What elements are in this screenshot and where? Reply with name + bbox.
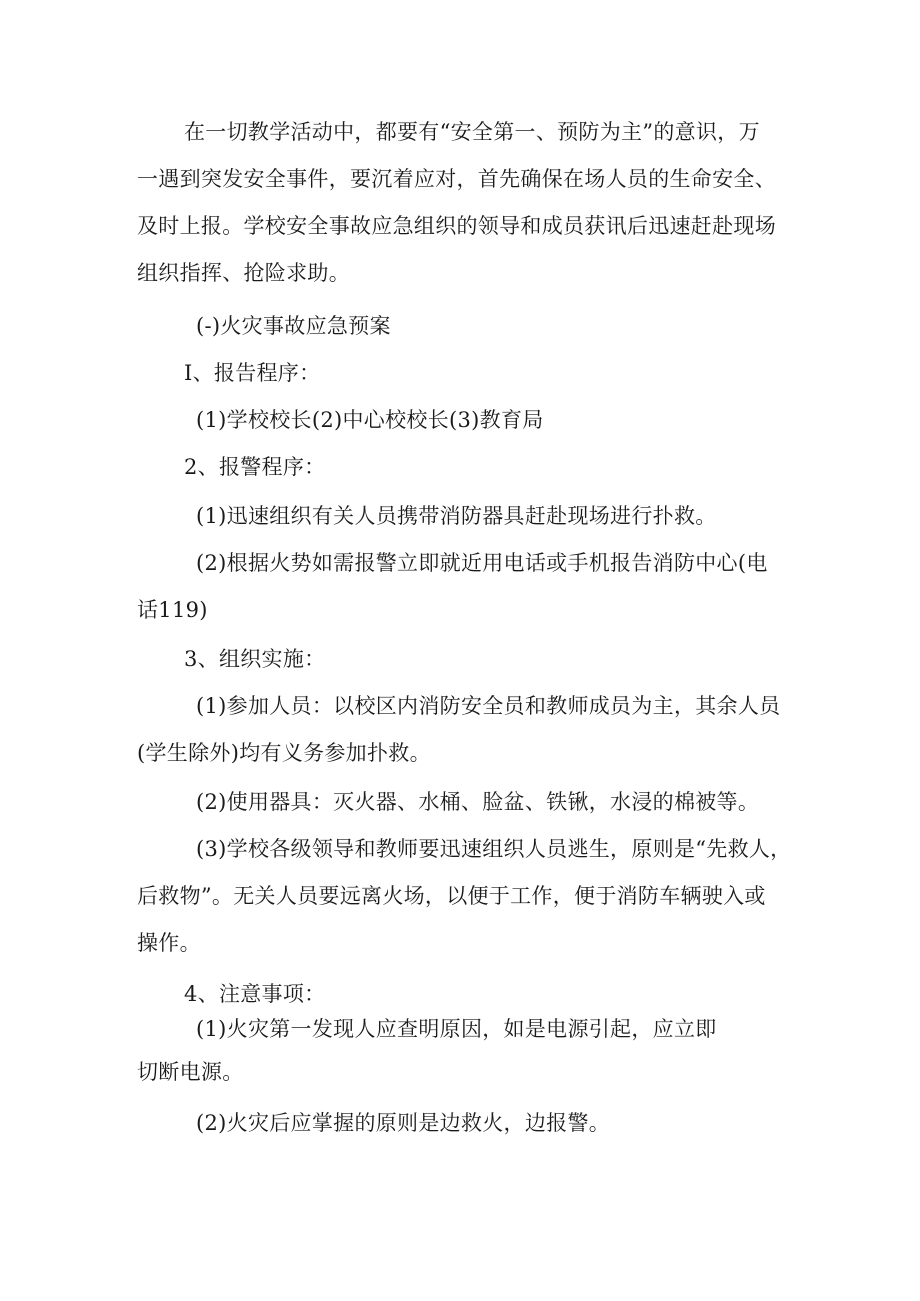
intro-line-2: 一遇到突发安全事件，要沉着应对，首先确保在场人员的生命安全、	[137, 167, 776, 191]
notes-heading: 4、注意事项：	[184, 982, 326, 1006]
implementation-item-3-line-3: 操作。	[137, 931, 201, 955]
alarm-heading: 2、报警程序：	[184, 455, 326, 479]
notes-item-1-line-2: 切断电源。	[137, 1060, 244, 1084]
intro-line-1: 在一切教学活动中，都要有“安全第一、预防为主”的意识，万	[184, 120, 760, 144]
implementation-item-3-line-1: (3)学校各级领导和教师要迅速组织人员逃生，原则是“先救人，	[196, 837, 792, 861]
implementation-heading: 3、组织实施：	[184, 647, 326, 671]
alarm-item-2-line-1: (2)根据火势如需报警立即就近用电话或手机报告消防中心(电	[196, 551, 768, 575]
implementation-item-2: (2)使用器具：灭火器、水桶、脸盆、铁锹，水浸的棉被等。	[196, 790, 760, 814]
intro-line-3: 及时上报。学校安全事故应急组织的领导和成员获讯后迅速赶赴现场	[137, 214, 776, 238]
section-title: (-)火灾事故应急预案	[196, 314, 391, 338]
implementation-item-1-line-1: (1)参加人员：以校区内消防安全员和教师成员为主，其余人员	[196, 694, 781, 718]
alarm-item-2-line-2: 话119)	[137, 598, 208, 622]
report-heading: I、报告程序：	[184, 361, 321, 385]
notes-item-2: (2)火灾后应掌握的原则是边救火，边报警。	[196, 1111, 611, 1135]
notes-item-1-line-1: (1)火灾第一发现人应查明原因，如是电源引起，应立即	[196, 1017, 717, 1041]
implementation-item-1-line-2: (学生除外)均有义务参加扑救。	[137, 741, 431, 765]
report-line-1: (1)学校校长(2)中心校校长(3)教育局	[196, 408, 544, 432]
implementation-item-3-line-2: 后救物”。无关人员要远离火场，以便于工作，便于消防车辆驶入或	[137, 884, 766, 908]
alarm-item-1: (1)迅速组织有关人员携带消防器具赶赴现场进行扑救。	[196, 504, 717, 528]
intro-line-4: 组织指挥、抢险求助。	[137, 261, 350, 285]
